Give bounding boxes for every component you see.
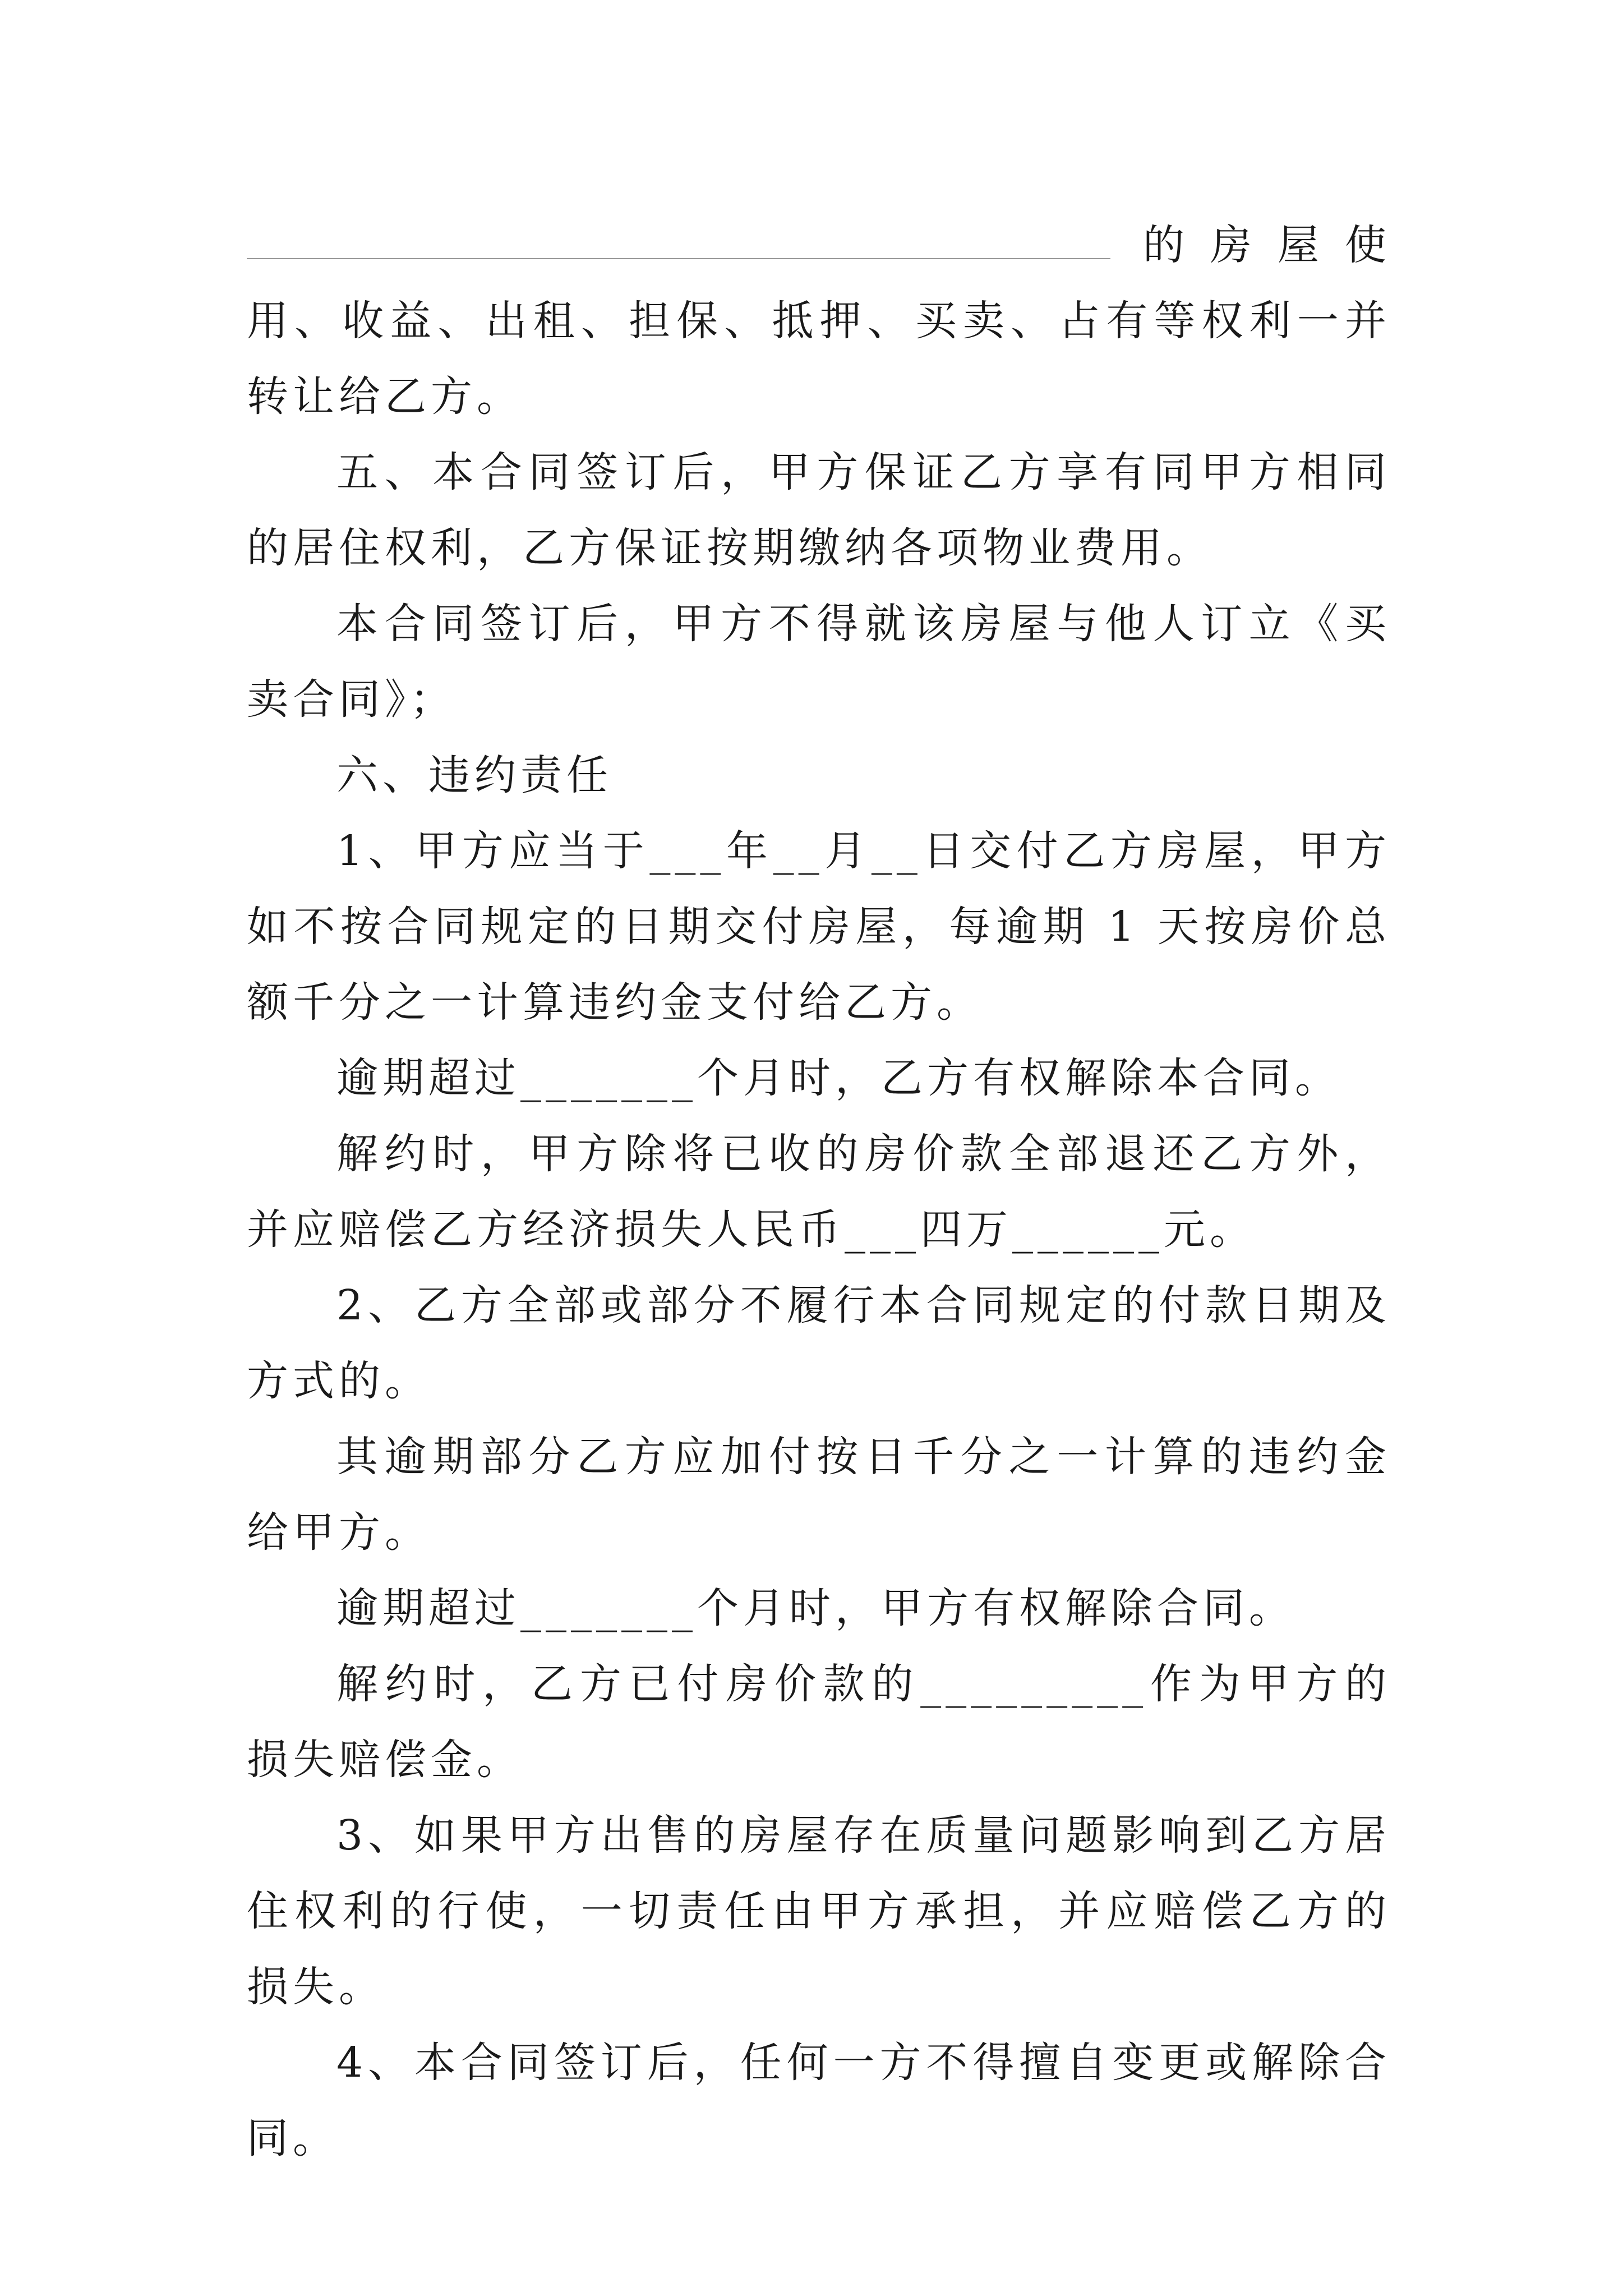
paragraph-clause-five: 五、本合同签订后，甲方保证乙方享有同甲方相同的居住权利，乙方保证按期缴纳各项物业费用。 (247, 448, 1391, 572)
paragraph-breach-4: 4、本合同签订后，任何一方不得擅自变更或解除合同。 (247, 2039, 1391, 2162)
document-body (247, 208, 1391, 2177)
paragraph-termination-refund: 解约时，甲方除将已收的房价款全部退还乙方外，并应赔偿乙方经济损失人民币___四万______元。 (247, 1130, 1391, 1254)
paragraph-breach-2: 2、乙方全部或部分不履行本合同规定的付款日期及方式的。 (247, 1281, 1391, 1405)
paragraph-late-penalty: 其逾期部分乙方应加付按日千分之一计算的违约金给甲方。 (247, 1433, 1391, 1557)
paragraph-compensation: 解约时，乙方已付房价款的_________作为甲方的损失赔偿金。 (247, 1660, 1391, 1784)
paragraph-breach-3: 3、如果甲方出售的房屋存在质量问题影响到乙方居住权利的行使，一切责任由甲方承担，并应赔偿乙方的损失。 (247, 1811, 1391, 2011)
paragraph-transfer-rights (247, 208, 1391, 435)
fill-in-blank (247, 222, 1110, 259)
paragraph-no-other-contract: 本合同签订后，甲方不得就该房屋与他人订立《买卖合同》； (247, 600, 1391, 724)
paragraph-overdue-buyer-terminate: 逾期超过_______个月时，乙方有权解除本合同。 (336, 1054, 1341, 1102)
paragraph-text: 的房屋使用、收益、出租、担保、抵押、买卖、占有等权利一并转让给乙方。 (247, 221, 1391, 421)
section-heading-breach: 六、违约责任 (336, 751, 612, 799)
paragraph-breach-1: 1、甲方应当于___年__月__日交付乙方房屋，甲方如不按合同规定的日期交付房屋，每逾期 1 天按房价总额千分之一计算违约金支付给乙方。 (247, 827, 1391, 1027)
paragraph-overdue-seller-terminate: 逾期超过_______个月时，甲方有权解除合同。 (336, 1584, 1295, 1632)
